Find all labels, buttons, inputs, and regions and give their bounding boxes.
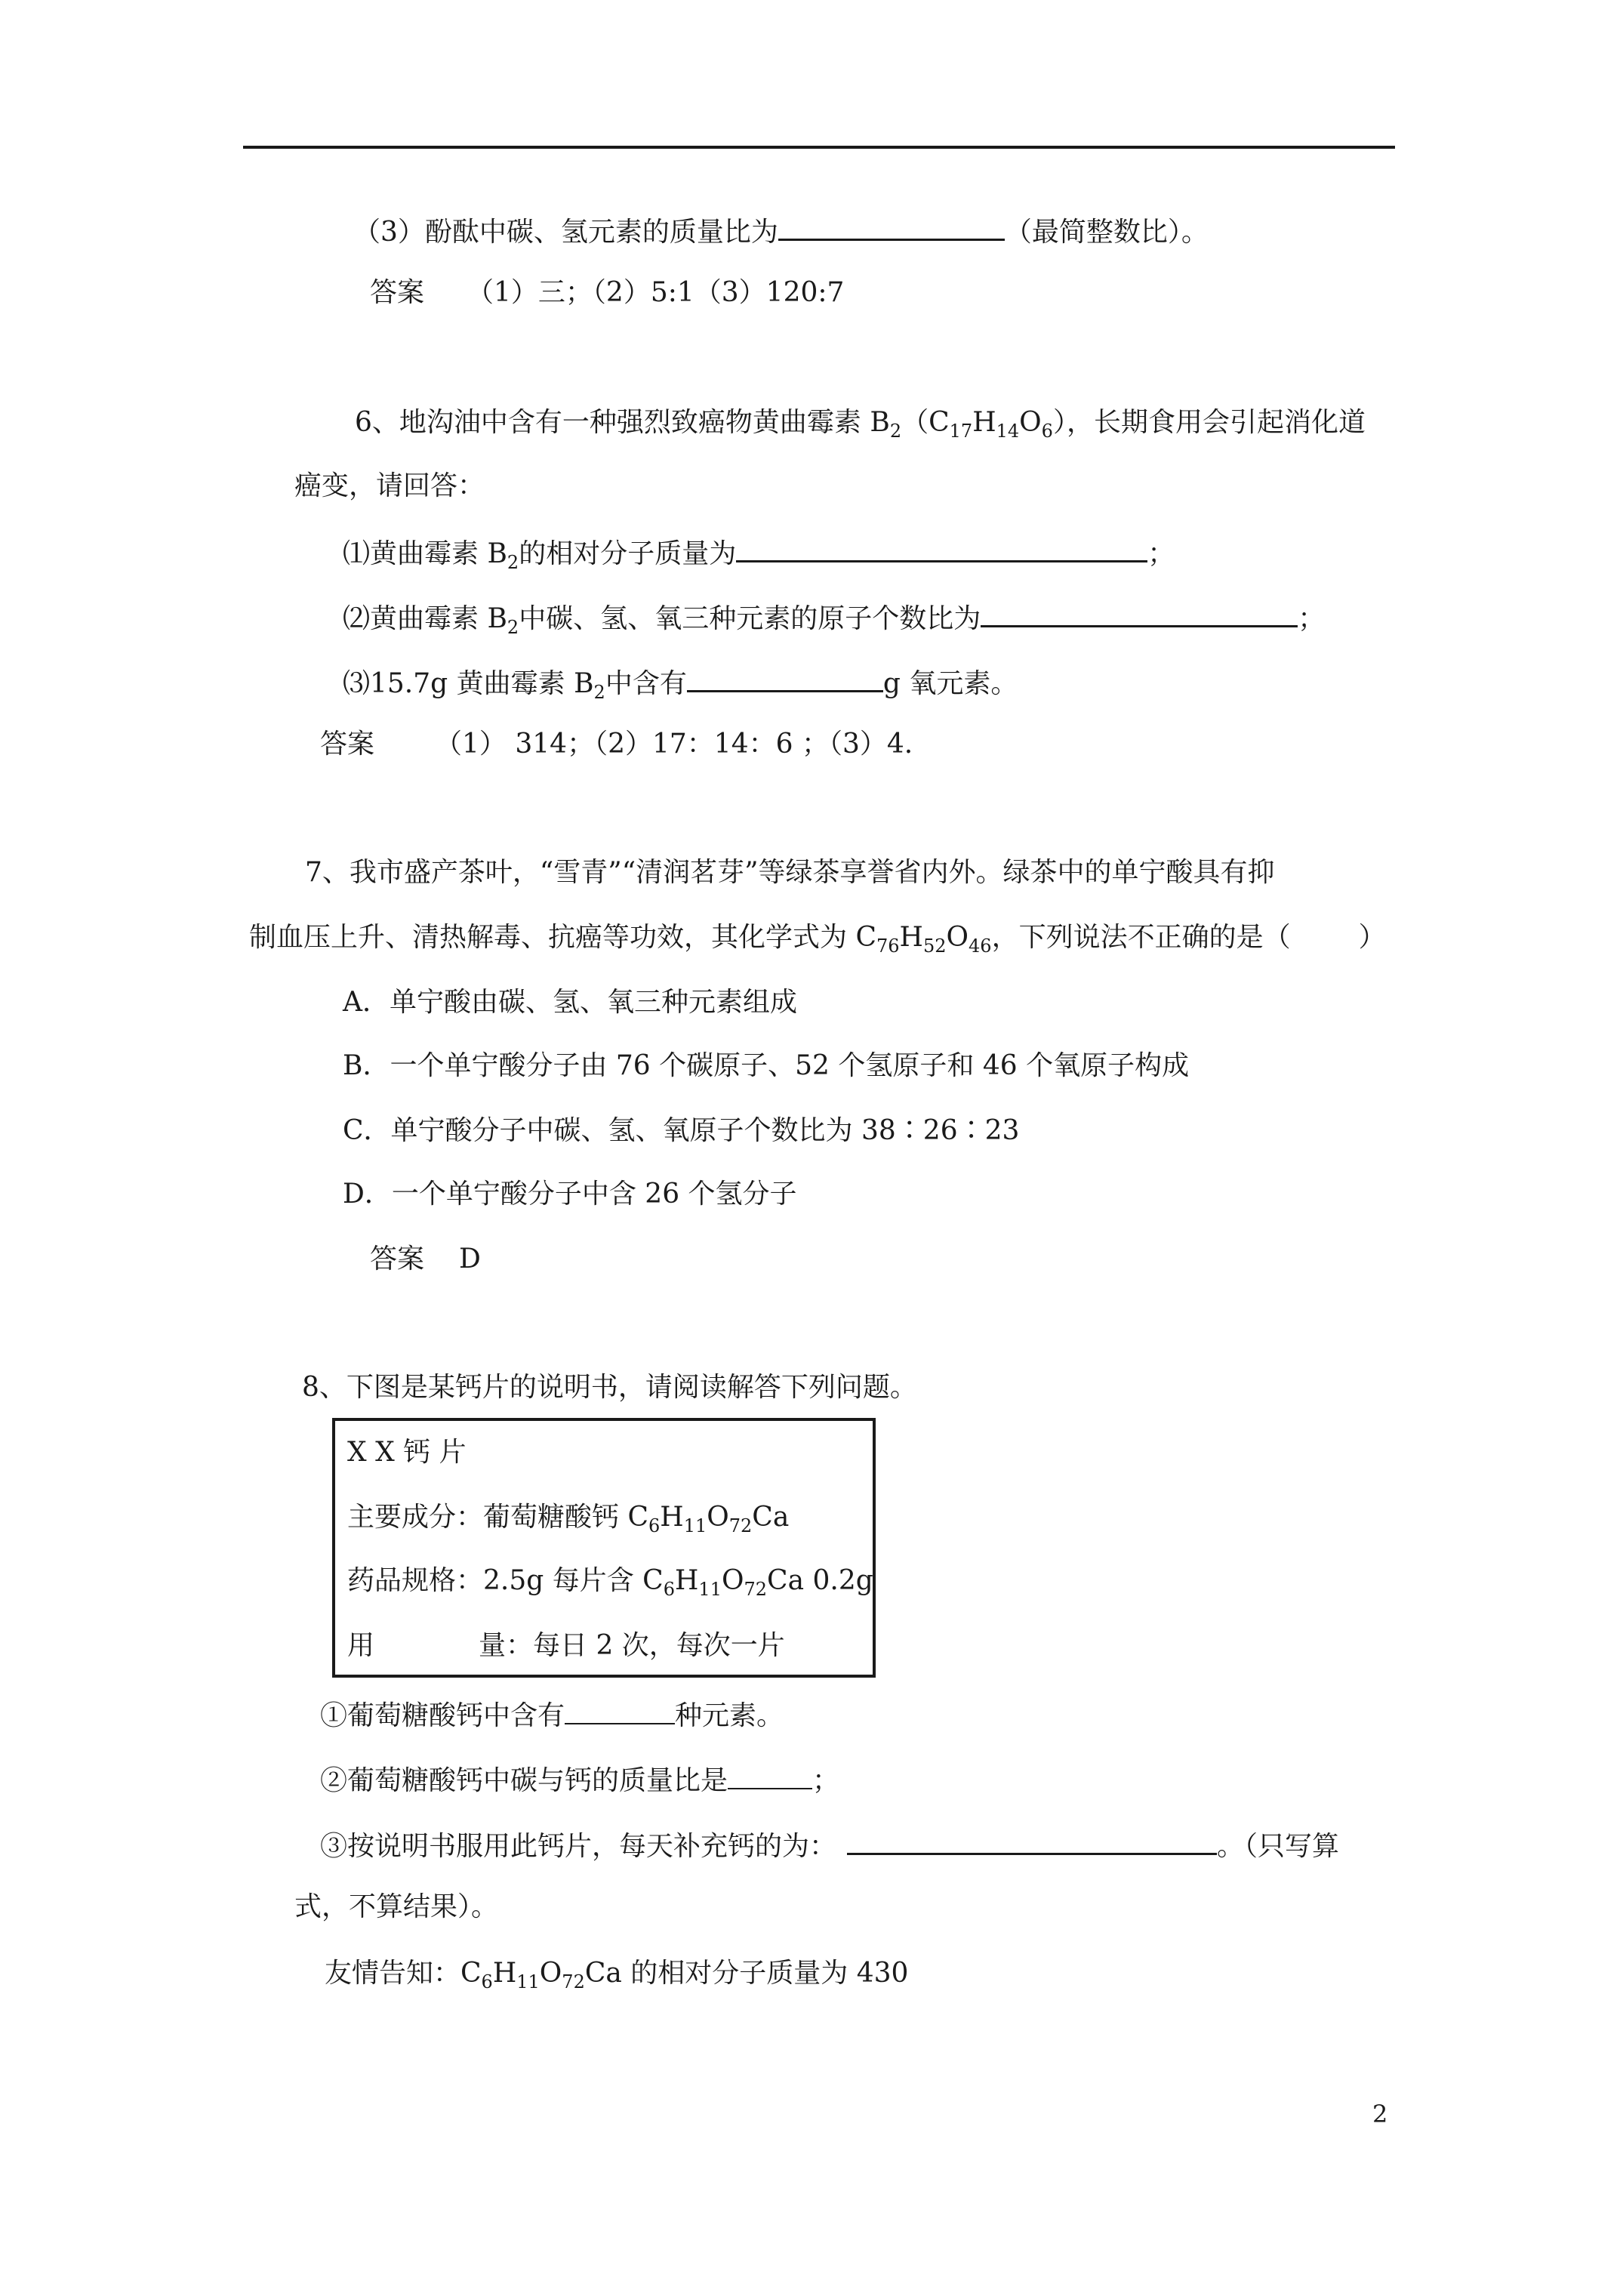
leaflet-title: X X 钙 片 [347,1437,467,1468]
q6-part1: ⑴黄曲霉素 $B_2$的相对分子质量为 ； [343,533,1175,581]
q6-answer: 答案 （1） 314；（2）17：14：6 ；（3）4. [320,729,913,760]
page-number: 2 [1372,2100,1388,2128]
answer-blank[interactable] [687,663,883,692]
q7-option-a[interactable]: A．单宁酸由碳、氢、氧三种元素组成 [343,987,797,1018]
q8-part2: ②葡萄糖酸钙中碳与钙的质量比是 ； [320,1761,839,1799]
leaflet-usage: 用 量：每日 2 次，每次一片 [347,1630,785,1661]
q6-intro: 6、地沟油中含有一种强烈致癌物黄曲霉素 $B_2(C_{17}H_{14}O_6)$，长期食用会引起消化道 [355,407,1366,442]
q8-note: 友情告知：$C_6H_{11}O_{72}Ca$ 的相对分子质量为 430 [325,1958,909,1992]
q7-answer: 答案 D [370,1244,481,1274]
header-rule [243,146,1395,149]
q6-intro-line2: 癌变，请回答： [294,470,485,501]
answer-blank[interactable] [736,533,1147,562]
q5-answer: 答案 （1）三；（2）5:1（3）120:7 [370,277,845,308]
q6-part2: ⑵黄曲霉素 $B_2$中碳、氢、氧三种元素的原子个数比为 ； [343,598,1325,646]
q8-intro: 8、下图是某钙片的说明书，请阅读解答下列问题。 [302,1372,917,1403]
leaflet-ingredient: 主要成分：葡萄糖酸钙 $C_6H_{11}O_{72}Ca$ [347,1502,790,1536]
q8-part3-line2: 式，不算结果）。 [294,1891,499,1922]
answer-blank[interactable] [847,1826,1217,1855]
leaflet-spec: 药品规格：2.5g 每片含 $C_6H_{11}O_{72}Ca$ 0.2g [347,1565,873,1600]
answer-blank[interactable] [728,1761,812,1789]
answer-blank[interactable] [778,211,1005,241]
q7-option-c[interactable]: C．单宁酸分子中碳、氢、氧原子个数比为 38∶26∶23 [343,1115,1020,1146]
q6-part3: ⑶15.7g 黄曲霉素 $B_2$中含有 g 氧元素。 [343,663,1018,710]
q8-part1: ①葡萄糖酸钙中含有 种元素。 [320,1696,784,1734]
q7-intro: 7、我市盛产茶叶，“雪青”“清润茗芽”等绿茶享誉省内外。绿茶中的单宁酸具有抑 [305,857,1275,888]
q7-intro-line2: 制血压上升、清热解毒、抗癌等功效，其化学式为 $C_{76}H_{52}O_{46}$，下列说法不正确的是（ ） [249,922,1386,957]
answer-blank[interactable] [981,598,1298,627]
q7-option-d[interactable]: D．一个单宁酸分子中含 26 个氢分子 [343,1179,797,1210]
q5-part3: （3）酚酞中碳、氢元素的质量比为 （最简整数比）。 [353,211,1209,251]
answer-blank[interactable] [565,1696,675,1724]
q8-part3: ③按说明书服用此钙片，每天补充钙的为： 。（只写算 [320,1826,1339,1865]
q7-option-b[interactable]: B．一个单宁酸分子由 76 个碳原子、52 个氢原子和 46 个氧原子构成 [343,1050,1190,1081]
